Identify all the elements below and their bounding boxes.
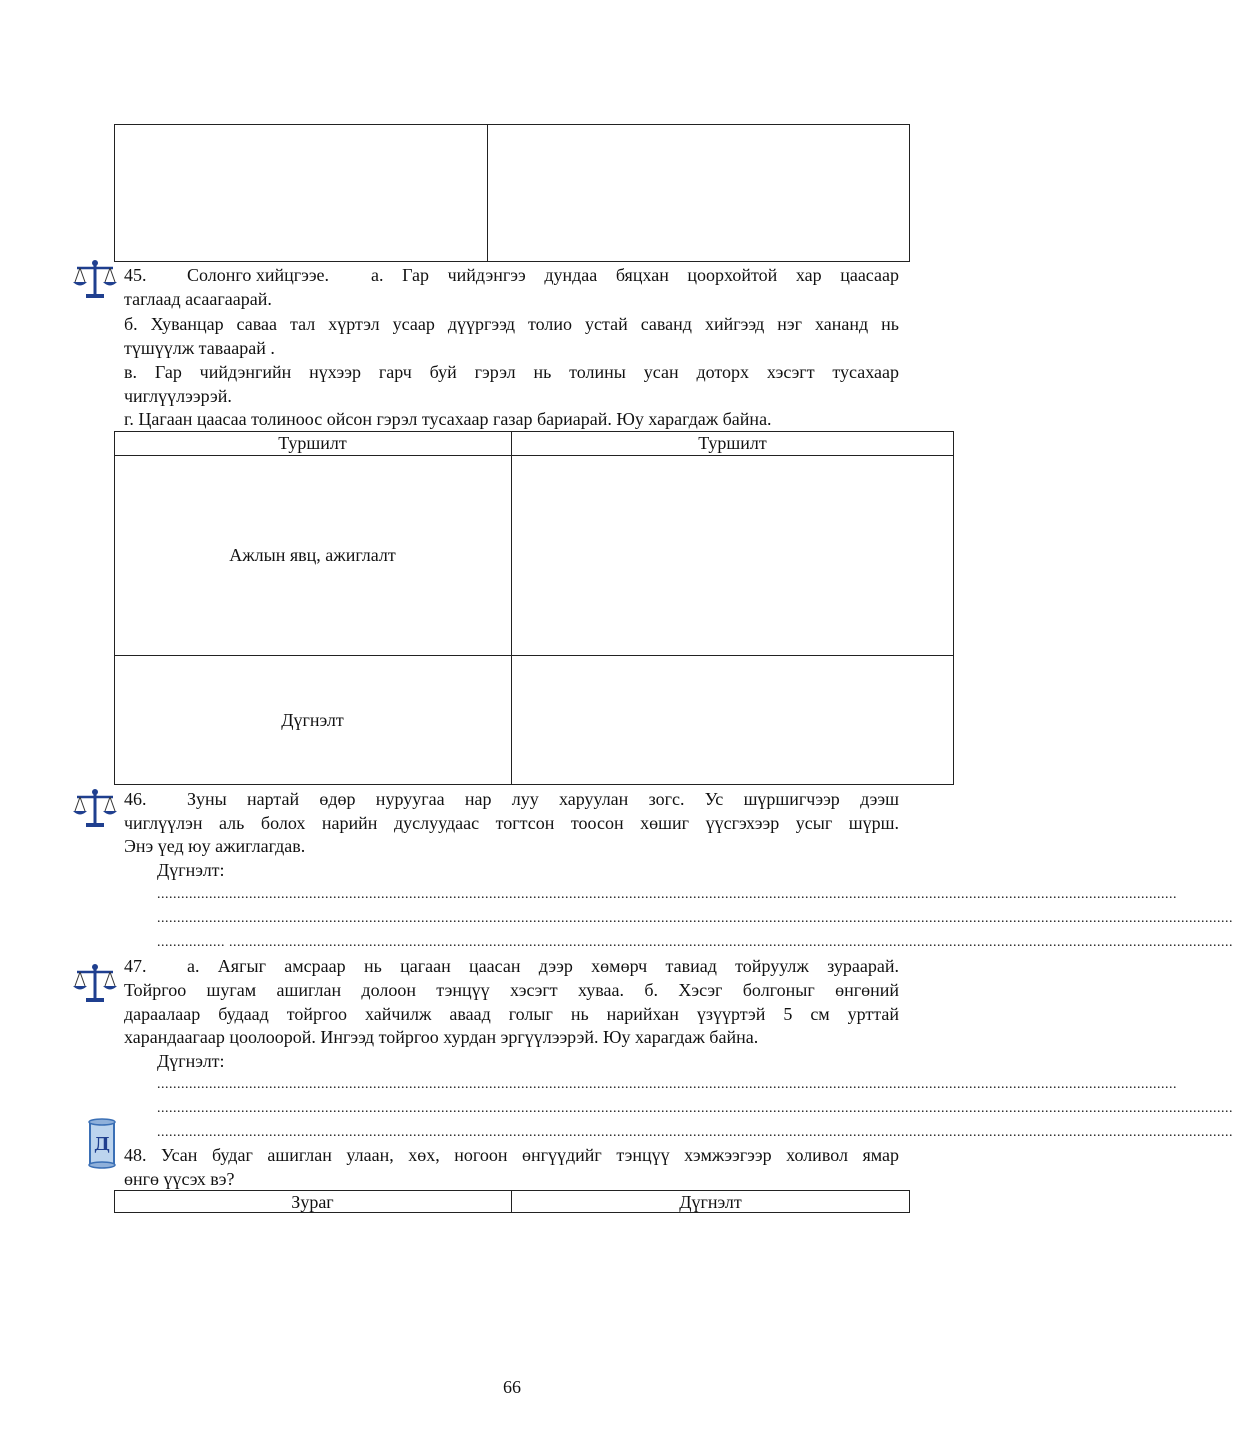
- q45-header-left: Туршилт: [278, 433, 347, 453]
- q45-row2-label: Дүгнэлт: [281, 710, 344, 730]
- scroll-d-icon: [84, 1118, 120, 1170]
- q46-answer-line[interactable]: ...............................................................................................................................................................................................................................................................: [157, 887, 1177, 902]
- q46-answer-line[interactable]: ................. ...........................................................................................................................................................................................................................................................: [157, 935, 1233, 950]
- q45-number: 45.: [124, 265, 147, 285]
- q45-header-right: Туршилт: [698, 433, 767, 453]
- page-number: 66: [503, 1377, 521, 1397]
- q47-line4: харандаагаар цоолоорой. Ингээд тойргоо хурдан эргүүлээрэй. Юу харагдаж байна.: [124, 1027, 759, 1047]
- top-table-divider: [487, 124, 488, 262]
- q47-answer-line[interactable]: .............................................................................................................................................................................................................................................................................: [157, 1125, 1233, 1140]
- q45-title: Солонго хийцгээе.: [187, 265, 330, 285]
- q45-line3: б. Хуванцар саваа тал хүртэл усаар дүүргээд толио устай саванд хийгээд нэг хананд нь: [124, 314, 899, 334]
- q47-line1: а. Аягыг амсраар нь цагаан цаасан дээр хөмөрч тавиад тойруулж зураарай.: [187, 956, 899, 976]
- q47-line2: Тойргоо шугам ашиглан долоон тэнцүү хэсэгт хуваа. б. Хэсэг болгоныг өнгөний: [124, 980, 899, 1000]
- q45-line4: түшүүлж тавaарай .: [124, 338, 275, 358]
- balance-scale-icon: [72, 258, 118, 300]
- q45-table: [114, 431, 954, 785]
- q45-line2: таглаад асаагаарай.: [124, 289, 272, 309]
- q45-row1-label: Ажлын явц, ажиглалт: [229, 545, 396, 565]
- q46-number: 46.: [124, 789, 147, 809]
- q47-answer-line[interactable]: .............................................................................................................................................................................................................................................................................: [157, 1101, 1233, 1116]
- q47-number: 47.: [124, 956, 147, 976]
- q46-conclusion-label: Дүгнэлт:: [157, 860, 225, 880]
- q48-header-right: Дүгнэлт: [679, 1192, 742, 1212]
- q47-conclusion-label: Дүгнэлт:: [157, 1051, 225, 1071]
- q48-line1: 48. Усан будаг ашиглан улаан, хөх, ногоон өнгүүдийг тэнцүү хэмжээгээр холивол ямар: [124, 1145, 899, 1165]
- q48-line2: өнгө үүсэх вэ?: [124, 1169, 235, 1189]
- q47-answer-line[interactable]: ...............................................................................................................................................................................................................................................................: [157, 1077, 1177, 1092]
- balance-scale-icon: [72, 962, 118, 1004]
- q45-line6: чиглүүлээрэй.: [124, 386, 232, 406]
- q47-line3: дараалаар будаад тойргоо хайчилж аваад голыг нь нарийхан үзүүртэй 5 см урттай: [124, 1004, 899, 1024]
- q45-table-row-line: [114, 655, 954, 656]
- q46-answer-line[interactable]: .............................................................................................................................................................................................................................................................................: [157, 911, 1233, 926]
- q46-line2: чиглүүлэн аль болох нарийн дуслуудаас тогтсон тоосон хөшиг үүсгэхээр усыг шүрш.: [124, 813, 899, 833]
- svg-text:Д: Д: [93, 1134, 111, 1155]
- q45-table-header-line: [114, 455, 954, 456]
- q46-line1: Зуны нартай өдөр нуруугаа нар луу харуулан зогс. Ус шүршигчээр дээш: [187, 789, 899, 809]
- balance-scale-icon: [72, 787, 118, 829]
- q45-line5: в. Гар чийдэнгийн нүхээр гарч буй гэрэл нь толины усан доторх хэсэгт тусахаар: [124, 362, 899, 382]
- q45-table-divider: [511, 431, 512, 785]
- q46-line3: Энэ үед юу ажиглагдав.: [124, 836, 306, 856]
- q48-header-left: Зураг: [291, 1192, 334, 1212]
- top-empty-table: [114, 124, 910, 262]
- q45-line7: г. Цагаан цаасаа толиноос ойсон гэрэл тусахаар газар бариарай. Юу харагдаж байна.: [124, 409, 772, 429]
- q45-line1: а. Гар чийдэнгээ дундаа бяцхан цоорхойтой хар цаасаар: [371, 265, 899, 285]
